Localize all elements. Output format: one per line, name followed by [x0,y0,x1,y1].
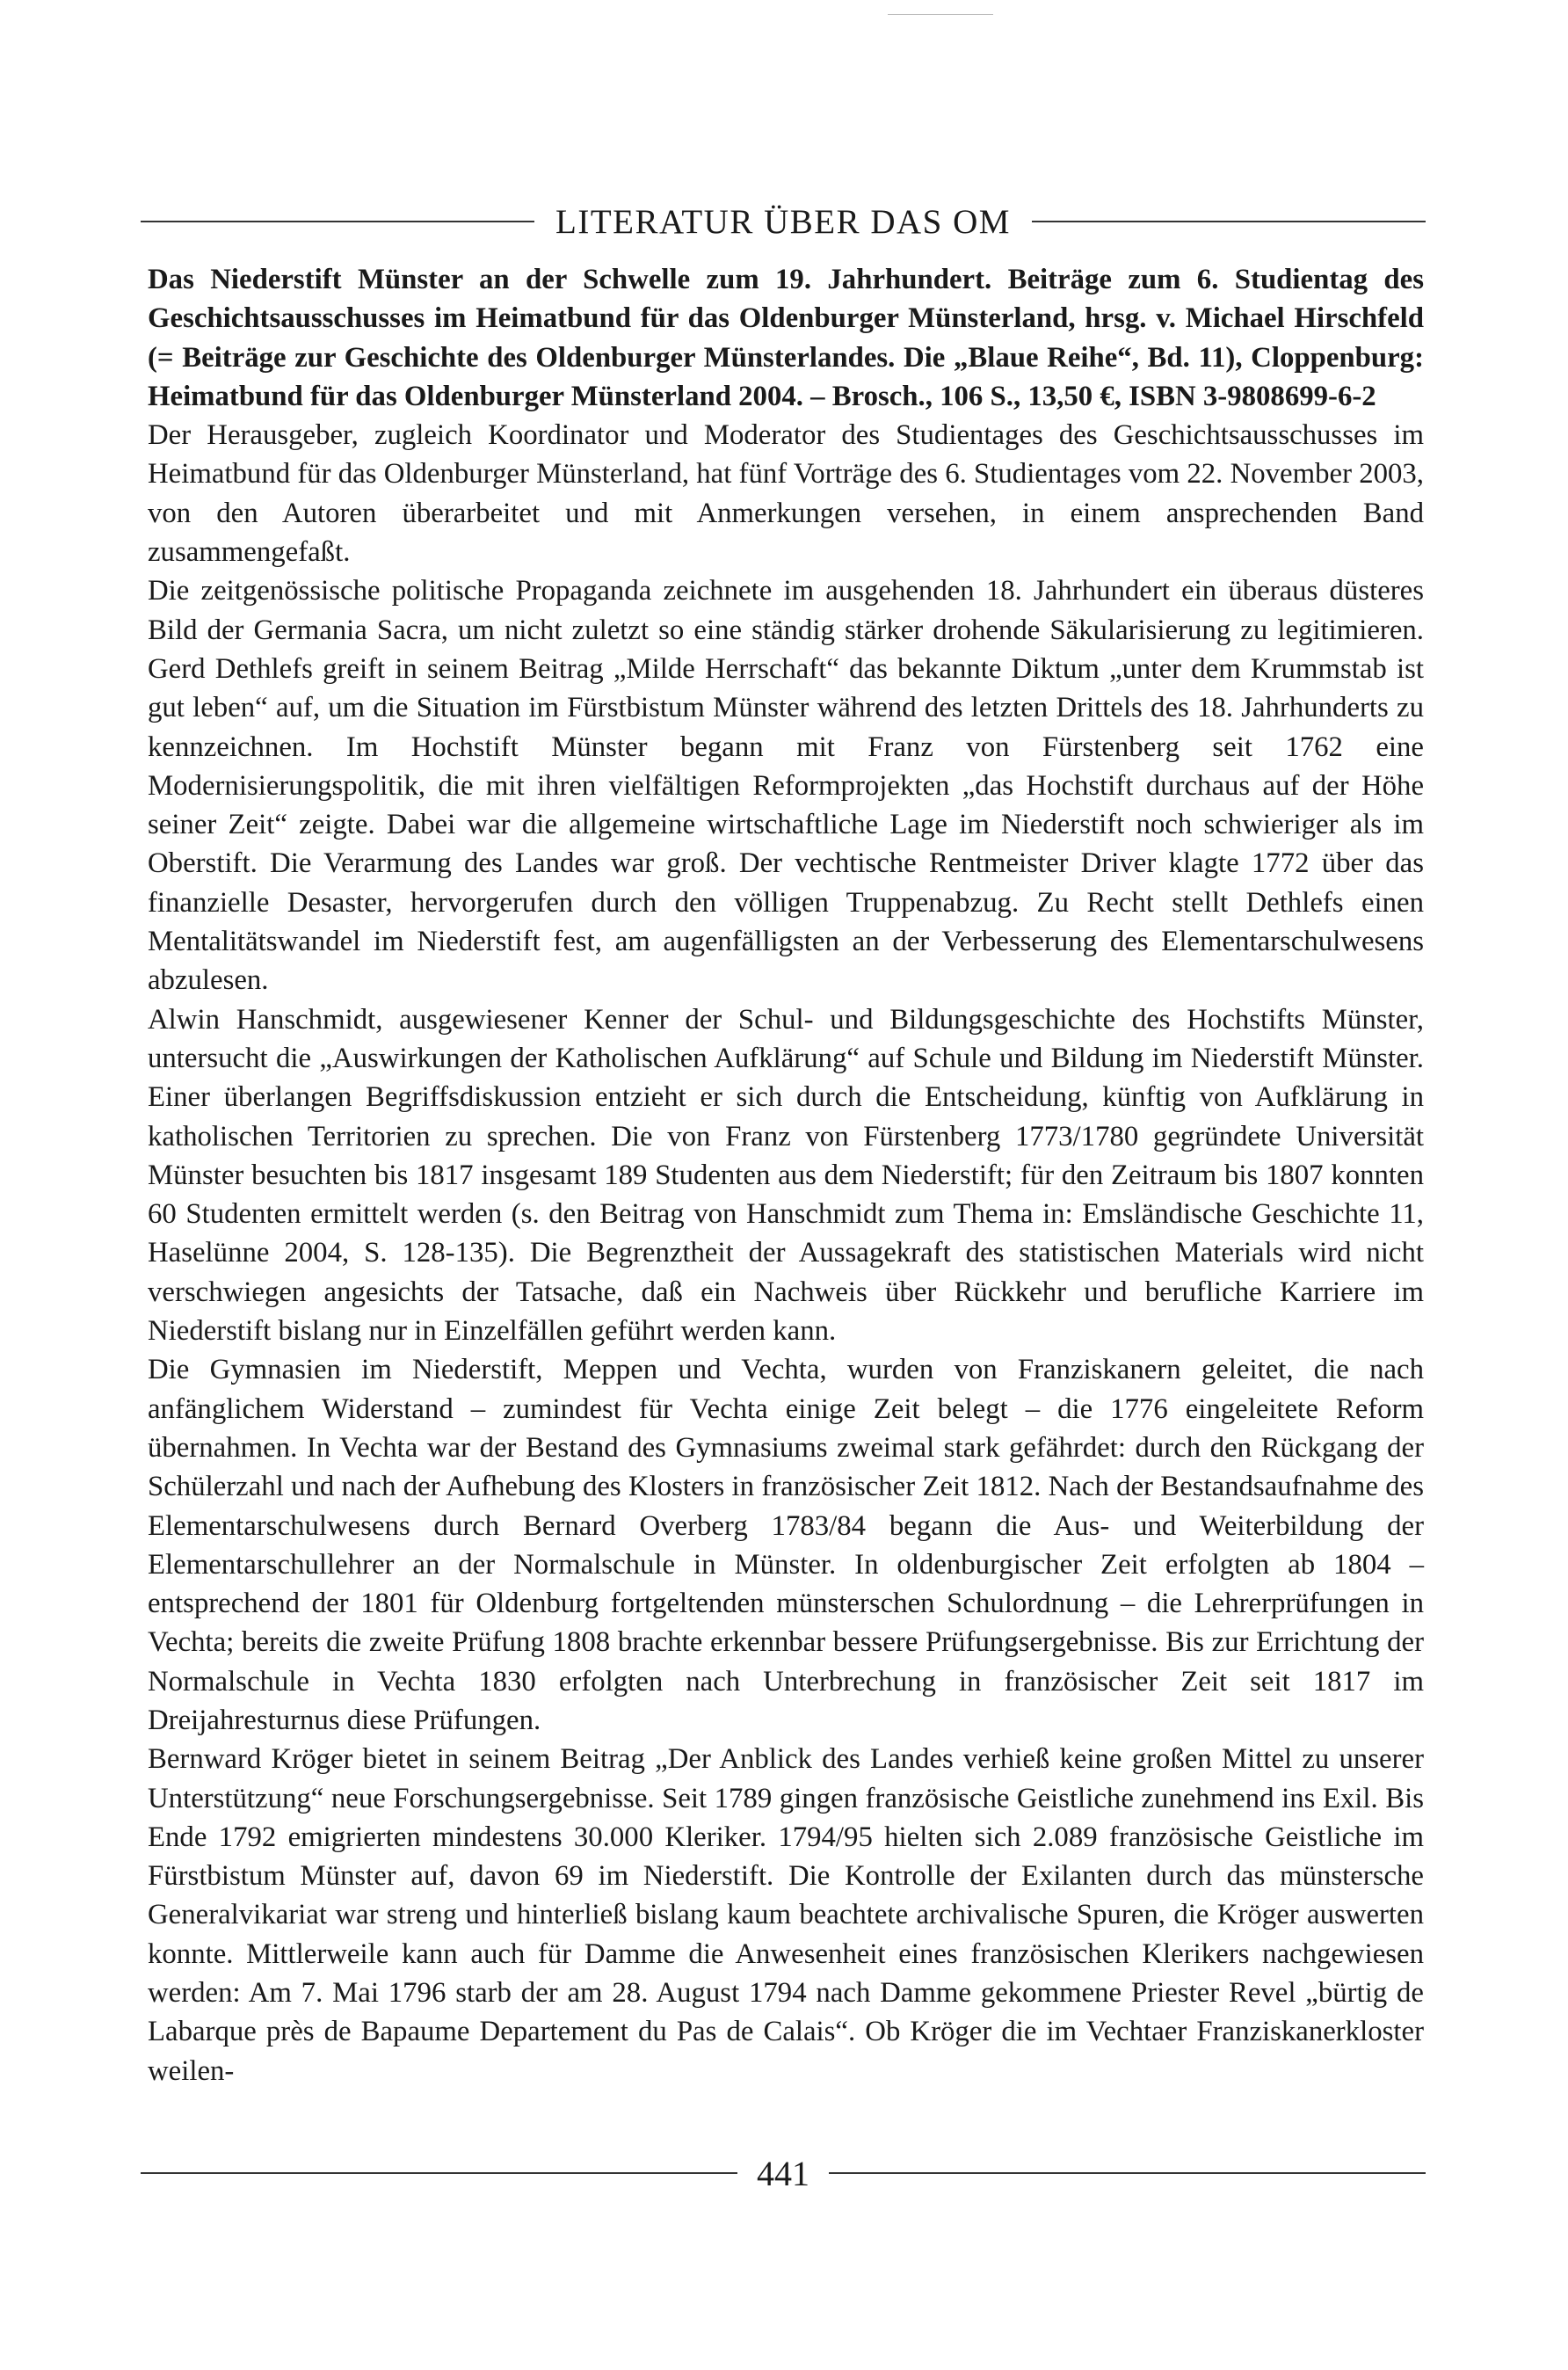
book-citation: Das Niederstift Münster an der Schwelle zum 19. Jahrhundert. Beiträge zum 6. Studientag des Geschichtsausschusses im Heimatbund für das Oldenburger Münsterland, hrsg. v. Michael Hirschfeld (= Beiträge zur Geschichte des Oldenburger Münsterlandes. Die „Blaue Reihe“, Bd. 11), Cloppenburg: Heimatbund für das Oldenburger Münsterland 2004. – Brosch., 106 S., 13,50 €, ISBN 3-9808699-6-2 [148,264,1424,412]
review-paragraph: Die zeitgenössische politische Propaganda zeichnete im ausgehenden 18. Jahrhundert ein überaus düsteres Bild der Germania Sacra, um nicht zuletzt so eine ständig stärker drohende Säkularisierung zu legitimieren. Gerd Dethlefs greift in seinem Beitrag „Milde Herrschaft“ das bekannte Diktum „unter dem Krummstab ist gut leben“ auf, um die Situation im Fürstbistum Münster während des letzten Drittels des 18. Jahrhunderts zu kennzeichnen. Im Hochstift Münster begann mit Franz von Fürstenberg seit 1762 eine Modernisierungspolitik, die mit ihren vielfältigen Reformprojekten „das Hochstift durchaus auf der Höhe seiner Zeit“ zeigte. Dabei war die allgemeine wirtschaftliche Lage im Niederstift noch schwieriger als im Oberstift. Die Verarmung des Landes war groß. Der vechtische Rentmeister Driver klagte 1772 über das finanzielle Desaster, hervorgerufen durch den völligen Truppenabzug. Zu Recht stellt Dethlefs einen Mentalitätswandel im Niederstift fest, am augenfälligsten an der Verbesserung des Elementarschulwesens abzulesen. [148,575,1424,997]
header-title: LITERATUR ÜBER DAS OM [555,202,1011,241]
article-body [148,260,1424,2090]
review-paragraph: Der Herausgeber, zugleich Koordinator und Moderator des Studientages des Geschichtsausschusses im Heimatbund für das Oldenburger Münsterland, hat fünf Vorträge des 6. Studientages vom 22. November 2003, von den Autoren überarbeitet und mit Anmerkungen versehen, in einem ansprechenden Band zusammengefaßt. [148,419,1424,569]
footer-rule-left [141,2172,737,2174]
page-footer [141,2147,1426,2199]
page-number: 441 [757,2153,809,2193]
header-rule-left [141,221,534,222]
header-rule-right [1032,221,1426,222]
footer-rule-right [829,2172,1426,2174]
review-paragraph: Alwin Hanschmidt, ausgewiesener Kenner der Schul- und Bildungsgeschichte des Hochstifts Münster, untersucht die „Auswirkungen der Katholischen Aufklärung“ auf Schule und Bildung im Niederstift Münster. Einer überlangen Begriffsdiskussion entzieht er sich durch die Entscheidung, künftig von Aufklärung in katholischen Territorien zu sprechen. Die von Franz von Fürstenberg 1773/1780 gegründete Universität Münster besuchten bis 1817 insgesamt 189 Studenten aus dem Niederstift; für den Zeitraum bis 1807 konnten 60 Studenten ermittelt werden (s. den Beitrag von Hanschmidt zum Thema in: Emsländische Geschichte 11, Haselünne 2004, S. 128-135). Die Begrenztheit der Aussagekraft des statistischen Materials wird nicht verschwiegen angesichts der Tatsache, daß ein Nachweis über Rückkehr und berufliche Karriere im Niederstift bislang nur in Einzelfällen geführt werden kann. [148,1003,1424,1348]
running-header [141,199,1426,244]
review-paragraph: Bernward Kröger bietet in seinem Beitrag „Der Anblick des Landes verhieß keine großen Mittel zu unserer Unterstützung“ neue Forschungsergebnisse. Seit 1789 gingen französische Geistliche zunehmend ins Exil. Bis Ende 1792 emigrierten mindestens 30.000 Kleriker. 1794/95 hielten sich 2.089 französische Geistliche im Fürstbistum Münster auf, davon 69 im Niederstift. Die Kontrolle der Exilanten durch das münstersche Generalvikariat war streng und hinterließ bislang kaum beachtete archivalische Spuren, die Kröger auswerten konnte. Mittlerweile kann auch für Damme die Anwesenheit eines französischen Klerikers nachgewiesen werden: Am 7. Mai 1796 starb der am 28. August 1794 nach Damme gekommene Priester Revel „bürtig de Labarque près de Bapaume Departement du Pas de Calais“. Ob Kröger die im Vechtaer Franziskanerkloster weilen- [148,1743,1424,2087]
scan-edge-line [888,14,993,15]
review-paragraph: Die Gymnasien im Niederstift, Meppen und Vechta, wurden von Franziskanern geleitet, die nach anfänglichem Widerstand – zumindest für Vechta einige Zeit belegt – die 1776 eingeleitete Reform übernahmen. In Vechta war der Bestand des Gymnasiums zweimal stark gefährdet: durch den Rückgang der Schülerzahl und nach der Aufhebung des Klosters in französischer Zeit 1812. Nach der Bestandsaufnahme des Elementarschulwesens durch Bernard Overberg 1783/84 begann die Aus- und Weiterbildung der Elementarschullehrer an der Normalschule in Münster. In oldenburgischer Zeit erfolgten ab 1804 – entsprechend der 1801 für Oldenburg fortgeltenden münsterschen Schulordnung – die Lehrerprüfungen in Vechta; bereits die zweite Prüfung 1808 brachte erkennbar bessere Prüfungsergebnisse. Bis zur Errichtung der Normalschule in Vechta 1830 erfolgten nach Unterbrechung in französischer Zeit seit 1817 im Dreijahresturnus diese Prüfungen. [148,1354,1424,1736]
